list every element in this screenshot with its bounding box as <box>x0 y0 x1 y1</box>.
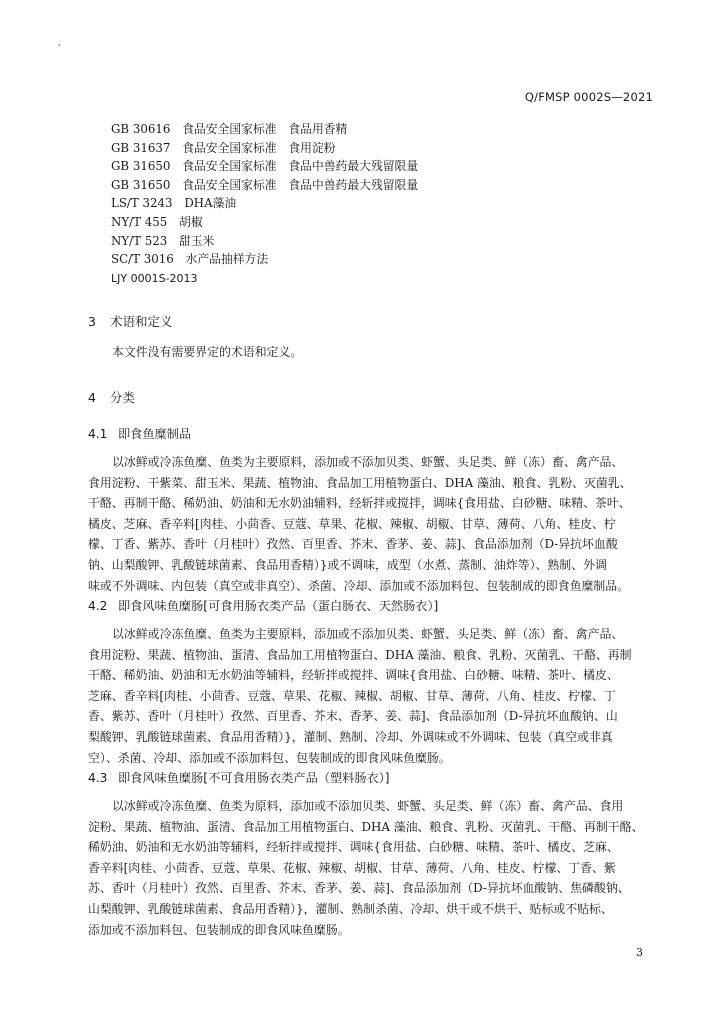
paragraph-line: 干酪、稀奶油、奶油和无水奶油等辅料，经斩拌或搅拌、调味{食用盐、白砂糖、味精、茶叶、橘皮、 <box>88 668 619 683</box>
reference-item <box>111 213 418 232</box>
reference-title: 食品安全国家标准 食品用香精 <box>182 122 348 136</box>
reference-code: GB 31637 <box>111 140 171 155</box>
reference-code: NY/T 523 <box>111 233 168 248</box>
paragraph-line: 梨酸钾、乳酸链球菌素、食品用香精）}，灌制、熟制、冷却、外调味或不外调味、包装（真空或非真 <box>88 729 613 744</box>
paragraph-line: 添加或不添加料包、包装制成的即食风味鱼糜肠。 <box>88 922 350 937</box>
paragraph-line: 山梨酸钾、乳酸链球菌素、食品用香精）}，灌制、熟制杀菌、冷却、烘干或不烘干、贴标或不贴标、 <box>88 901 613 916</box>
section-title: 术语和定义 <box>110 314 173 329</box>
normative-reference-list <box>111 120 418 287</box>
paragraph-line: 以冰鲜或冷冻鱼糜、鱼类为原料，添加或不添加贝类、虾蟹、头足类、鲜（冻）畜、禽产品、食用 <box>112 799 624 813</box>
paragraph-line: 钠、山梨酸钾、乳酸链球菌素、食品用香精）}或不调味，成型（水煮、蒸制、油炸等）、熟制、外调 <box>88 557 607 572</box>
reference-title: 胡椒 <box>179 214 203 229</box>
paragraph-line: 香、紫苏、香叶（月桂叶）孜然、百里香、芥末、香茅、姜、蒜]、食品添加剂（D-异抗坏血酸钠、山 <box>88 709 618 724</box>
paragraph-line: 稀奶油、奶油和无水奶油等辅料，经斩拌或搅拌、调味{食用盐、白砂糖、味精、茶叶、橘皮、芝麻、 <box>88 840 619 855</box>
reference-title: 食品安全国家标准 食品中兽药最大残留限量 <box>182 159 419 174</box>
section-title: 即食风味鱼糜肠[可食用肠衣类产品（蛋白肠衣、天然肠衣）] <box>118 599 439 613</box>
reference-item <box>111 232 418 251</box>
reference-code: GB 31650 <box>111 159 171 174</box>
paragraph-line: 淀粉、果蔬、植物油、蛋清、食品加工用植物蛋白、DHA 藻油、粮食、乳粉、灭菌乳、干酪、再制干酪、 <box>88 819 644 834</box>
reference-code: GB 31650 <box>111 177 171 192</box>
reference-item <box>111 269 418 288</box>
reference-title: 甜玉米 <box>179 233 215 248</box>
section-4-1-paragraph <box>88 452 648 596</box>
standard-code-header: Q/FMSP 0002S—2021 <box>524 90 653 104</box>
paragraph-line: 芝麻、香辛料[肉桂、小茴香、豆蔻、草果、花椒、辣椒、胡椒、甘草、薄荷、八角、桂皮、柠檬、丁 <box>88 688 616 703</box>
section-title: 分类 <box>110 390 136 405</box>
paragraph-line: 本文件没有需要界定的术语和定义。 <box>112 345 303 359</box>
section-heading-3 <box>88 312 173 330</box>
paragraph-line: 空）、杀菌、冷却、添加或不添加料包、包装制成的即食风味鱼糜肠。 <box>88 750 451 765</box>
reference-title: 食品安全国家标准 食用淀粉 <box>182 140 336 155</box>
reference-title: 水产品抽样方法 <box>185 252 269 267</box>
scan-mark: ‚ <box>58 38 61 48</box>
page-number: 3 <box>636 946 643 959</box>
section-title: 即食风味鱼糜肠[不可食用肠衣类产品（塑料肠衣）] <box>118 771 390 785</box>
reference-item <box>111 139 418 158</box>
paragraph-line: 味或不外调味、内包装（真空或非真空）、杀菌、冷却、添加或不添加料包、包装制成的即食鱼糜制品。 <box>88 578 630 593</box>
section-4-2-paragraph <box>88 624 648 768</box>
paragraph-line: 苏、香叶（月桂叶）孜然、百里香、芥末、香茅、姜、蒜]、食品添加剂（D-异抗坏血酸钠、焦磷酸钠、 <box>88 881 630 896</box>
section-title: 即食鱼糜制品 <box>118 427 192 441</box>
reference-item <box>111 194 418 213</box>
paragraph-line: 食用淀粉、果蔬、植物油、蛋清、食品加工用植物蛋白、DHA 藻油、粮食、乳粉、灭菌乳、干酪、再制 <box>88 647 632 662</box>
reference-code: SC/T 3016 <box>111 252 174 267</box>
section-heading-4-2 <box>88 597 438 614</box>
reference-code: GB 30616 <box>111 122 171 136</box>
paragraph-line: 橘皮、芝麻、香辛料[肉桂、小茴香、豆蔻、草果、花椒、辣椒、胡椒、甘草、薄荷、八角、桂皮、柠 <box>88 516 616 531</box>
reference-item <box>111 250 418 269</box>
paragraph-line: 以冰鲜或冷冻鱼糜、鱼类为主要原料，添加或不添加贝类、虾蟹、头足类、鲜（冻）畜、禽产品、 <box>112 455 624 469</box>
paragraph-line: 香辛料[肉桂、小茴香、豆蔻、草果、花椒、辣椒、胡椒、甘草、薄荷、八角、桂皮、柠檬、丁香、紫 <box>88 860 616 875</box>
section-number: 3 <box>88 314 96 329</box>
reference-title: DHA藻油 <box>184 196 237 211</box>
reference-item <box>111 120 418 139</box>
section-heading-4-3 <box>88 769 390 786</box>
section-number: 4.1 <box>88 427 108 441</box>
paragraph-line: 以冰鲜或冷冻鱼糜、鱼类为主要原料，添加或不添加贝类、虾蟹、头足类、鲜（冻）畜、禽产品、 <box>112 627 624 641</box>
reference-title: 食品安全国家标准 食品中兽药最大残留限量 <box>182 177 419 192</box>
section-4-3-paragraph <box>88 796 648 940</box>
reference-item <box>111 176 418 195</box>
paragraph-line: 檬、丁香、紫苏、香叶（月桂叶）孜然、百里香、芥末、香茅、姜、蒜]、食品添加剂（D-异抗坏血酸 <box>88 537 618 552</box>
reference-code: LS/T 3243 <box>111 196 173 211</box>
section-heading-4-1 <box>88 425 191 442</box>
reference-code: LJY 0001S-2013 <box>111 271 198 285</box>
reference-code: NY/T 455 <box>111 214 168 229</box>
section-3-text <box>88 342 648 363</box>
paragraph-line: 干酪、再制干酪、稀奶油、奶油和无水奶油辅料，经斩拌或搅拌，调味{食用盐、白砂糖、味精、茶叶、 <box>88 496 631 511</box>
reference-item <box>111 157 418 176</box>
section-heading-4 <box>88 388 135 406</box>
section-number: 4 <box>88 390 96 405</box>
section-number: 4.2 <box>88 599 108 613</box>
paragraph-line: 食用淀粉、干紫菜、甜玉米、果蔬、植物油、食品加工用植物蛋白、DHA 藻油、粮食、乳粉、灭菌乳、 <box>88 475 632 490</box>
section-number: 4.3 <box>88 771 108 785</box>
